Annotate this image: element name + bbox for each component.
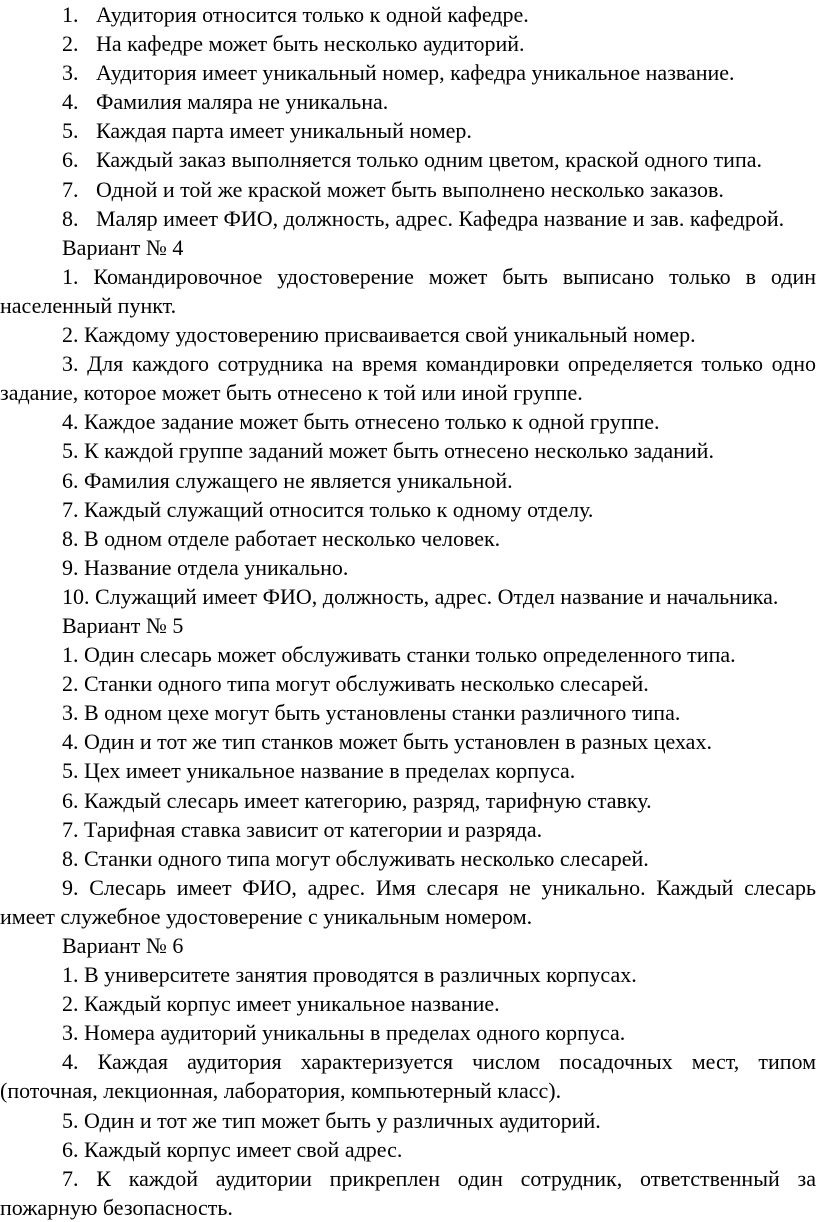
list-item xyxy=(0,116,816,145)
item-text: Фамилия маляра не уникальна. xyxy=(96,89,389,115)
list-item: 8. В одном отделе работает несколько человек. xyxy=(62,525,501,551)
list-item: 1. Командировочное удостоверение может быть выписано только в один населенный пункт. xyxy=(0,263,816,318)
list-item: 4. Каждое задание может быть отнесено только к одной группе. xyxy=(62,409,660,435)
variant-5-heading: Вариант № 5 xyxy=(62,612,184,638)
variant-4-list xyxy=(0,262,816,611)
requirements-list-block0 xyxy=(0,0,816,233)
item-text: Каждый заказ выполняется только одним цветом, краской одного типа. xyxy=(96,147,762,173)
variant-6-list xyxy=(0,960,816,1222)
list-item: 3. Номера аудиторий уникальны в пределах одного корпуса. xyxy=(62,1020,626,1046)
item-number: 5. xyxy=(62,118,79,144)
list-item: 2. Каждому удостоверению присваивается свой уникальный номер. xyxy=(62,322,696,348)
list-item: 1. Один слесарь может обслуживать станки только определенного типа. xyxy=(62,642,736,668)
item-text: Каждая парта имеет уникальный номер. xyxy=(96,118,472,144)
list-item xyxy=(0,175,816,204)
item-number: 6. xyxy=(62,147,79,173)
list-item: 4. Каждая аудитория характеризуется числом посадочных мест, типом (поточная, лекционная, лаборатория, компьютерный класс). xyxy=(0,1049,816,1104)
list-item xyxy=(0,58,816,87)
list-item: 10. Служащий имеет ФИО, должность, адрес. Отдел название и начальника. xyxy=(62,583,779,609)
item-text: На кафедре может быть несколько аудиторий. xyxy=(96,31,525,57)
list-item: 3. В одном цехе могут быть установлены станки различного типа. xyxy=(62,700,681,726)
list-item: 5. К каждой группе заданий может быть отнесено несколько заданий. xyxy=(62,438,714,464)
item-number: 8. xyxy=(62,205,79,231)
item-text: Одной и той же краской может быть выполнено несколько заказов. xyxy=(96,176,724,202)
list-item: 2. Станки одного типа могут обслуживать несколько слесарей. xyxy=(62,671,649,697)
list-item: 8. Станки одного типа могут обслуживать несколько слесарей. xyxy=(62,845,649,871)
item-number: 1. xyxy=(62,2,79,27)
list-item xyxy=(0,0,816,29)
item-number: 3. xyxy=(62,60,79,86)
variant-4-heading: Вариант № 4 xyxy=(62,234,184,260)
item-text: Аудитория имеет уникальный номер, кафедра уникальное название. xyxy=(96,60,735,86)
variant-6-heading: Вариант № 6 xyxy=(62,933,184,958)
list-item: 5. Цех имеет уникальное название в пределах корпуса. xyxy=(62,758,576,784)
list-item: 2. Каждый корпус имеет уникальное название. xyxy=(62,991,500,1017)
list-item: 9. Слесарь имеет ФИО, адрес. Имя слесаря не уникально. Каждый слесарь имеет служебное удостоверение с уникальным номером. xyxy=(0,874,816,929)
list-item: 7. Тарифная ставка зависит от категории и разряда. xyxy=(62,816,543,842)
variant-5-list xyxy=(0,640,816,931)
item-number: 7. xyxy=(62,176,79,202)
list-item: 7. Каждый служащий относится только к одному отделу. xyxy=(62,496,594,522)
list-item: 6. Каждый слесарь имеет категорию, разряд, тарифную ставку. xyxy=(62,787,652,813)
list-item xyxy=(0,29,816,58)
list-item: 1. В университете занятия проводятся в различных корпусах. xyxy=(62,962,637,988)
list-item: 9. Название отдела уникально. xyxy=(62,554,349,580)
item-text: Маляр имеет ФИО, должность, адрес. Кафедра название и зав. кафедрой. xyxy=(96,205,785,231)
list-item: 6. Фамилия служащего не является уникальной. xyxy=(62,467,513,493)
list-item: 3. Для каждого сотрудника на время командировки определяется только одно задание, которое может быть отнесено к той или иной группе. xyxy=(0,351,816,406)
list-item: 4. Один и тот же тип станков может быть установлен в разных цехах. xyxy=(62,729,712,755)
item-number: 2. xyxy=(62,31,79,57)
item-number: 4. xyxy=(62,89,79,115)
list-item xyxy=(0,87,816,116)
list-item xyxy=(0,145,816,174)
list-item: 7. К каждой аудитории прикреплен один сотрудник, ответственный за пожарную безопасность. xyxy=(0,1165,816,1220)
list-item: 6. Каждый корпус имеет свой адрес. xyxy=(62,1136,403,1162)
item-text: Аудитория относится только к одной кафедре. xyxy=(96,2,529,27)
list-item xyxy=(0,204,816,233)
list-item: 5. Один и тот же тип может быть у различных аудиторий. xyxy=(62,1107,601,1133)
